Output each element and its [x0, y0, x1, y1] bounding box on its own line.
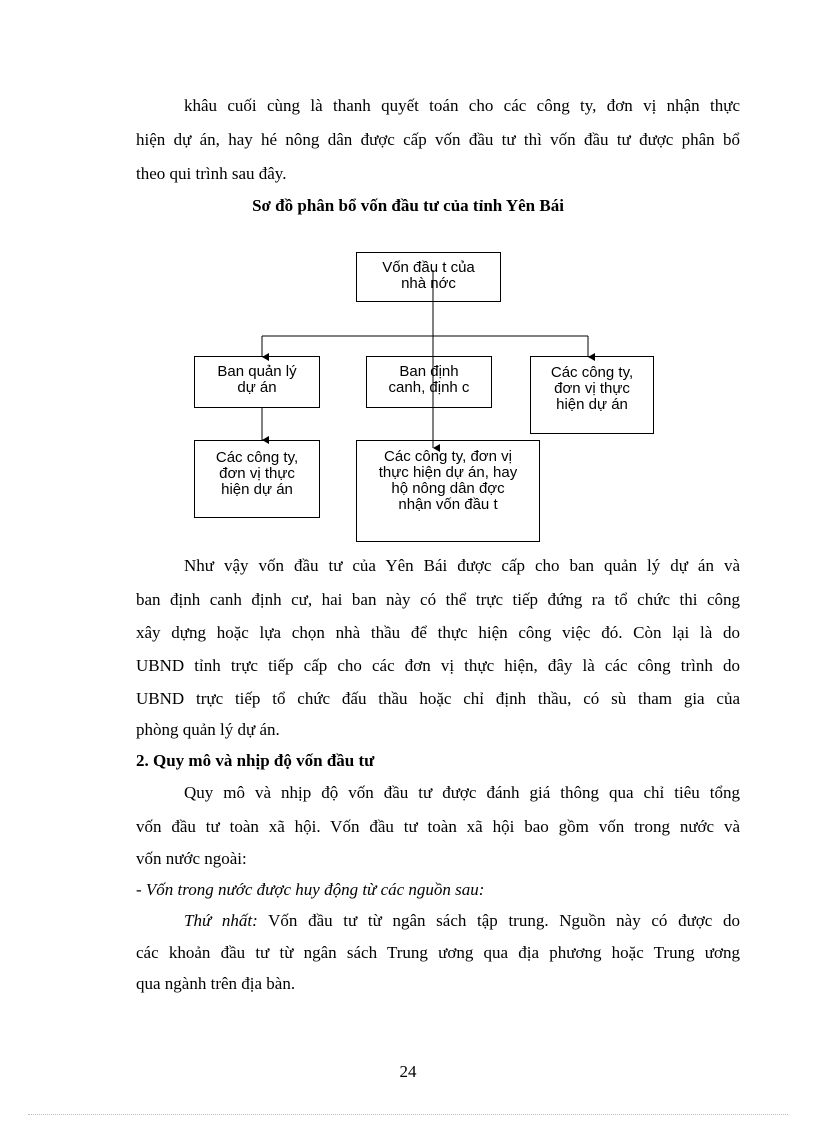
paragraph-line: khâu cuối cùng là thanh quyết toán cho các công ty, đơn vị nhận thực: [184, 96, 740, 115]
root-box-state-capital: [356, 252, 501, 302]
box-companies-right: [530, 356, 654, 434]
paragraph-line: hiện dự án, hay hé nông dân được cấp vốn đầu tư thì vốn đầu tư được phân bổ: [136, 130, 740, 149]
box-text: Ban định: [399, 363, 459, 380]
diagram-title: Sơ đồ phân bổ vốn đầu tư của tỉnh Yên Bái: [252, 196, 564, 215]
paragraph-line: vốn nước ngoài:: [136, 849, 247, 868]
box-project-management-board: [194, 356, 320, 408]
italic-subheading: - Vốn trong nước được huy động từ các nguồn sau:: [136, 880, 485, 899]
box-text: thực hiện dự án, hay: [378, 464, 518, 481]
paragraph-line: qua ngành trên địa bàn.: [136, 974, 296, 993]
box-text: hộ nông dân đợc: [391, 480, 505, 497]
paragraph-line: vốn đầu tư toàn xã hội. Vốn đầu tư toàn xã hội bao gồm vốn trong nước và: [136, 817, 740, 836]
box-text: canh, định c: [388, 379, 470, 396]
paragraph-line: Quy mô và nhịp độ vốn đầu tư được đánh giá thông qua chỉ tiêu tổng: [184, 783, 740, 802]
lead-rest: Vốn đầu tư từ ngân sách tập trung. Nguồn này có được do: [257, 911, 740, 930]
box-text: dự án: [237, 379, 277, 396]
page-number: 24: [399, 1062, 417, 1081]
section-heading: 2. Quy mô và nhịp độ vốn đầu tư: [136, 751, 375, 770]
paragraph-line: UBND tỉnh trực tiếp cấp cho các đơn vị thực hiện, đây là các công trình do: [136, 656, 740, 675]
paragraph-line: ban định canh định cư, hai ban này có thể trực tiếp đứng ra tổ chức thi công: [136, 590, 740, 609]
paragraph-line: xây dựng hoặc lựa chọn nhà thầu để thực hiện công việc đó. Còn lại là do: [136, 623, 740, 642]
paragraph-line: Như vậy vốn đầu tư của Yên Bái được cấp cho ban quản lý dự án và: [184, 556, 740, 575]
box-text: nhà nớc: [401, 275, 456, 292]
box-settlement-board: [366, 356, 492, 408]
box-text: nhận vốn đầu t: [398, 496, 498, 513]
paragraph-line: theo qui trình sau đây.: [136, 164, 287, 183]
box-companies-left: [194, 440, 320, 518]
paragraph-line: các khoản đầu tư từ ngân sách Trung ương qua địa phương hoặc Trung ương: [136, 943, 740, 962]
box-text: đơn vị thực: [219, 465, 295, 482]
lead-phrase: Thứ nhất:: [184, 911, 258, 930]
paragraph-line: [184, 909, 740, 933]
box-text: Các công ty,: [215, 449, 299, 466]
paragraph-line: phòng quản lý dự án.: [136, 720, 280, 739]
page-bottom-rule: [28, 1114, 788, 1115]
box-text: hiện dự án: [556, 396, 628, 413]
paragraph-line: UBND trực tiếp tổ chức đấu thầu hoặc chỉ định thầu, có sù tham gia của: [136, 689, 740, 708]
box-text: Ban quản lý: [217, 363, 297, 380]
box-text: Vốn đầu t của: [382, 259, 475, 276]
box-companies-households: [356, 440, 540, 542]
box-text: đơn vị thực: [554, 380, 630, 397]
box-text: Các công ty, đơn vị: [384, 448, 512, 465]
box-text: Các công ty,: [550, 364, 634, 381]
box-text: hiện dự án: [221, 481, 293, 498]
